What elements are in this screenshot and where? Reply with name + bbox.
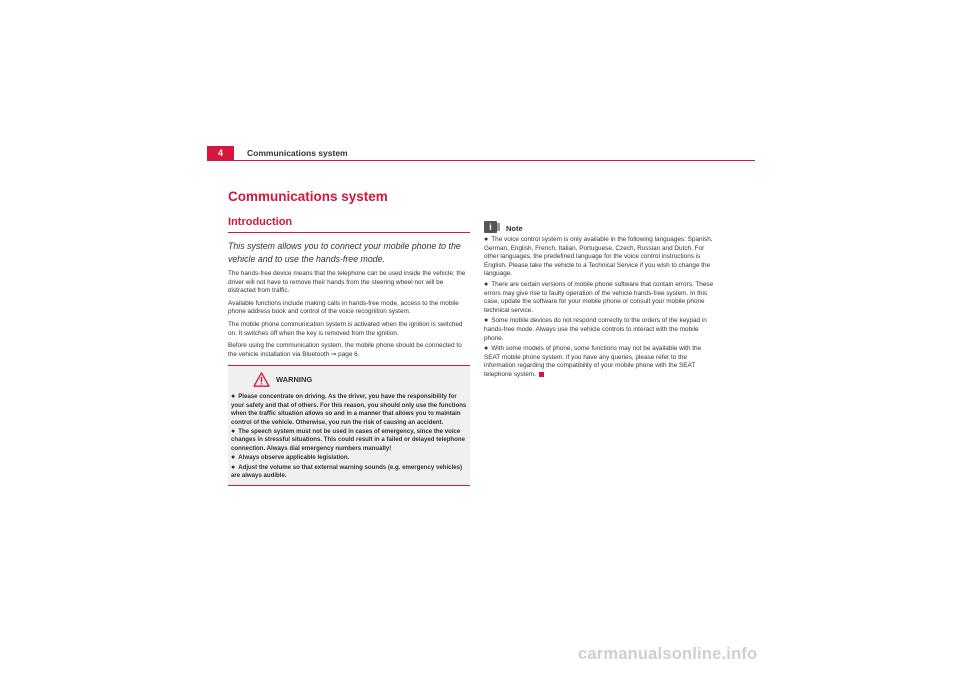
running-header: Communications system <box>247 148 348 158</box>
note-item-text: Some mobile devices do not respond correctly to the orders of the keypad in hands-free mode. Always use the vehicle controls to interact with the mobile phone. <box>484 317 707 342</box>
bullet-icon: ● <box>231 393 236 401</box>
warning-item-text: The speech system must not be used in cases of emergency, since the voice changes in stressful situations. This could result in a failed or delayed telephone connection. Always dial emergency numbers manually! <box>231 427 465 452</box>
intro-lead: This system allows you to connect your mobile phone to the vehicle and to use the hands-free mode. <box>228 241 461 264</box>
bullet-icon: ● <box>484 317 489 325</box>
watermark: carmanualsonline.info <box>578 645 758 663</box>
body-paragraph: The mobile phone communication system is activated when the ignition is switched on. It switches off when the key is removed from the ignition. <box>228 320 463 337</box>
note-item <box>484 317 714 343</box>
warning-list <box>231 393 467 480</box>
note-item-text: With some models of phone, some functions may not be available with the SEAT mobile phone system. If you have any queries, please refer to the information regarding the compatibility of your mobile phone with the SEAT telephone system. <box>484 345 702 378</box>
body-paragraph: Before using the communication system, the mobile phone should be connected to the vehicle installation via Bluetooth ⇒ page 6. <box>228 342 462 358</box>
end-of-section-icon <box>539 372 544 377</box>
note-header <box>484 221 714 233</box>
right-column <box>484 216 714 382</box>
warning-box <box>228 365 470 486</box>
intro-body <box>228 270 470 359</box>
page-number: 4 <box>207 146 234 160</box>
info-icon: i <box>484 221 497 233</box>
bullet-icon: ● <box>484 280 489 288</box>
body-paragraph: Available functions include making calls in hands-free mode, access to the mobile phone address book and control of the voice recognition system. <box>228 299 459 316</box>
note-item-text: The voice control system is only available in the following languages: Spanish, German, English, French, Italian, Portuguese, Czech, Russian and Dutch. For other languages, the predefined language for the voice control instructions is English. Please take the vehicle to a Technical Service if you wish to change the language. <box>484 236 713 278</box>
warning-item <box>231 393 467 427</box>
bullet-icon: ● <box>484 345 489 353</box>
warning-item-text: Please concentrate on driving. As the driver, you have the responsibility for your safety and that of others. For this reason, you should only use the functions when the traffic situation allows so and in a manner that allows you to maintain control of the vehicle. Otherwise, you run the risk of causing an accident. <box>231 393 467 426</box>
bullet-icon: ● <box>231 427 236 435</box>
section-title-introduction: Introduction <box>228 216 470 233</box>
note-item <box>484 345 714 379</box>
note-item <box>484 236 714 279</box>
warning-item <box>231 464 467 481</box>
warning-header <box>253 372 467 387</box>
warning-item-text: Adjust the volume so that external warning sounds (e.g. emergency vehicles) are always audible. <box>231 463 463 479</box>
note-item <box>484 281 714 315</box>
warning-item <box>231 428 467 453</box>
bullet-icon: ● <box>231 454 236 462</box>
note-list <box>484 236 714 380</box>
note-item-text: There are certain versions of mobile phone software that contain errors. These errors may give rise to faulty operation of the vehicle hands-free system. In this case, update the software for your mobile phone or consult your mobile phone technical service. <box>484 280 714 314</box>
warning-item-text: Always observe applicable legislation. <box>238 454 350 462</box>
note-title: Note <box>506 224 523 233</box>
chapter-title: Communications system <box>228 189 388 204</box>
note-box <box>484 221 714 380</box>
warning-title: WARNING <box>276 375 313 385</box>
bullet-icon: ● <box>231 463 236 471</box>
warning-triangle-icon <box>253 372 270 387</box>
header-rule <box>207 160 755 161</box>
bullet-icon: ● <box>484 236 489 243</box>
warning-item <box>231 454 467 462</box>
body-paragraph: The hands-free device means that the telephone can be used inside the vehicle; the driver will not have to remove their hands from the steering wheel nor will be distracted from traffic. <box>228 270 466 295</box>
left-column <box>228 216 470 486</box>
